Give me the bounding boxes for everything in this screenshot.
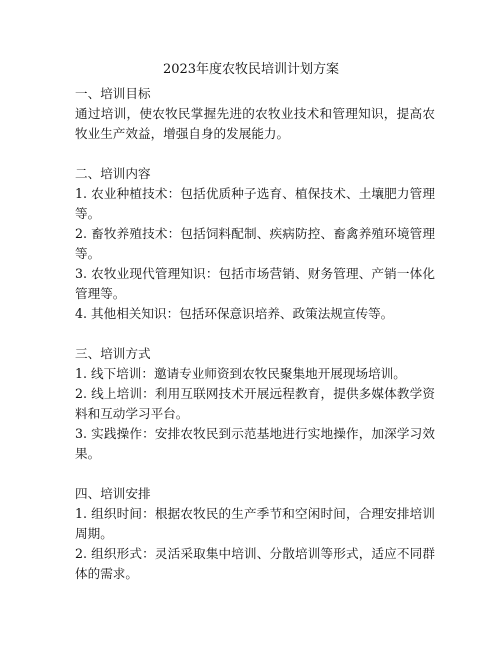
section-heading: 四、培训安排 [75, 486, 151, 501]
list-item: 3. 实践操作：安排农牧民到示范基地进行实地操作，加深学习效果。 [75, 426, 435, 461]
section-heading: 三、培训方式 [75, 346, 151, 361]
section-training-schedule [75, 484, 435, 584]
list-item: 4. 其他相关知识：包括环保意识培养、政策法规宣传等。 [75, 306, 394, 321]
list-item: 2. 畜牧养殖技术：包括饲料配制、疾病防控、畜禽养殖环境管理等。 [75, 226, 435, 261]
section-training-goals [75, 84, 435, 144]
document-body [75, 84, 435, 604]
section-paragraph: 通过培训，使农牧民掌握先进的农牧业技术和管理知识，提高农牧业生产效益，增强自身的发展能力。 [75, 106, 435, 141]
list-item: 1. 组织时间：根据农牧民的生产季节和空闲时间，合理安排培训周期。 [75, 506, 435, 541]
section-heading: 二、培训内容 [75, 166, 151, 181]
section-training-content [75, 164, 435, 324]
list-item: 1. 农业种植技术：包括优质种子选育、植保技术、土壤肥力管理等。 [75, 186, 435, 221]
section-training-methods [75, 344, 435, 464]
section-heading: 一、培训目标 [75, 86, 151, 101]
list-item: 2. 组织形式：灵活采取集中培训、分散培训等形式，适应不同群体的需求。 [75, 546, 435, 581]
document-title: 2023年度农牧民培训计划方案 [162, 62, 340, 77]
list-item: 3. 农牧业现代管理知识：包括市场营销、财务管理、产销一体化管理等。 [75, 266, 435, 301]
list-item: 1. 线下培训：邀请专业师资到农牧民聚集地开展现场培训。 [75, 366, 406, 381]
list-item: 2. 线上培训：利用互联网技术开展远程教育，提供多媒体教学资料和互动学习平台。 [75, 386, 435, 421]
